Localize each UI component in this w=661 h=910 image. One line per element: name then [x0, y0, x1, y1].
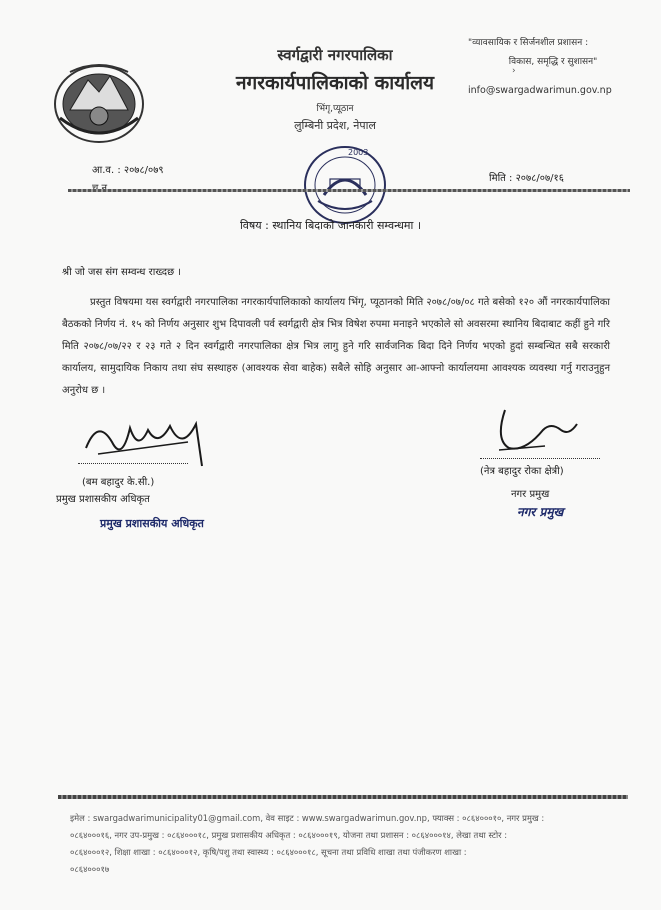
motto-line-1: "व्यावसायिक र सिर्जनशील प्रशासन : — [468, 38, 589, 48]
right-designation-seal: नगर प्रमुख — [517, 505, 564, 519]
footer-line-3: ०८६४०००१२, शिक्षा शाखा : ०८६४०००१२, कृषि/पशु तथा स्वास्थ्य : ०८६४०००१८, सूचना तथा प्रविधि शाखा तथा पंजीकरण शाखा : — [70, 847, 467, 857]
motto-line-2: विकास, समृद्धि र सुशासन" — [508, 57, 598, 67]
office-location: भिंगृ,प्यूठान — [316, 104, 354, 114]
right-signature-line — [480, 458, 600, 459]
letter-subject: विषय : स्थानिय बिदाको जानकारी सम्वन्धमा । — [239, 219, 422, 232]
left-designation-seal: प्रमुख प्रशासकीय अधिकृत — [100, 517, 204, 530]
footer-divider — [58, 795, 628, 799]
municipality-name: स्वर्गद्वारी नगरपालिका — [277, 46, 393, 64]
office-email: info@swargadwarimun.gov.np — [468, 85, 612, 96]
caret-mark-icon: › — [512, 66, 516, 76]
fiscal-year: आ.व. : २०७८/०७९ — [92, 165, 164, 176]
letter-salutation: श्री जो जस संग सम्वन्ध राख्दछ । — [62, 267, 182, 278]
footer-line-2: ०८६४०००१६, नगर उप-प्रमुख : ०८६४०००१८, प्रमुख प्रशासकीय अधिकृत : ०८६४०००१९, योजना तथा प्रशासन : ०८६४०००१४, लेखा तथा स्टोर : — [70, 830, 508, 840]
government-emblem-icon — [50, 58, 148, 146]
province-name: लुम्बिनी प्रदेश, नेपाल — [294, 119, 376, 132]
office-name: नगरकार्यपालिकाको कार्यालय — [235, 72, 435, 94]
contact-footer — [70, 810, 630, 878]
left-signatory-name: (बम बहादुर के.सी.) — [82, 477, 155, 488]
header-divider — [68, 189, 630, 192]
left-signature-line — [78, 463, 188, 464]
letterhead — [210, 45, 460, 133]
footer-line-4: ०८६४०००१७ — [70, 864, 110, 874]
left-signature-icon — [78, 402, 228, 472]
motto-block — [468, 35, 638, 96]
letter-date: मिति : २०७८/०७/१६ — [489, 173, 564, 184]
right-signature-icon — [485, 400, 585, 460]
office-stamp-icon — [296, 135, 394, 230]
footer-line-1: इमेल : swargadwarimunicipality01@gmail.com, वेव साइट : www.swargadwarimun.gov.np, फ्याक्स : ०८६४०००१०, नगर प्रमुख : — [70, 813, 545, 823]
stamp-number: 2003 — [348, 148, 369, 157]
right-signatory-post: नगर प्रमुख — [511, 489, 550, 500]
right-signatory-name: (नेत्र बहादुर रोका क्षेत्री) — [480, 466, 564, 477]
letter-body: प्रस्तुत विषयमा यस स्वर्गद्वारी नगरपालिका नगरकार्यपालिकाको कार्यालय भिंगृ, प्यूठानको मिति २०७८/०७/०८ गते बसेको १२० औं नगरकार्यपालिका बैठकको निर्णय नं. १५ को निर्णय अनुसार शुभ दिपावली पर्व स्वर्गद्वारी क्षेत्र भित्र विषेश रुपमा मनाइने भएकोले सो अवसरमा स्थानिय बिदाबाट कहीं हुने गरि मिति २०७८/०७/२२ र २३ गते २ दिन स्वर्गद्वारी नगरपालिका क्षेत्र भित्र लागु हुने गरि सार्वजनिक बिदा दिने निर्णय भएको हुदां सम्बन्धित सबै सरकारी कार्यालय, सामुदायिक निकाय तथा संघ सस्थाहरु (आवश्यक सेवा बाहेक) सबैले सोहि अनुसार आ-आफ्नो कार्यालयमा आवश्यक व्यवस्था गर्नु गराउनुहुन अनुरोध छ । — [62, 297, 610, 396]
left-signatory-post: प्रमुख प्रशासकीय अधिकृत — [56, 494, 150, 505]
